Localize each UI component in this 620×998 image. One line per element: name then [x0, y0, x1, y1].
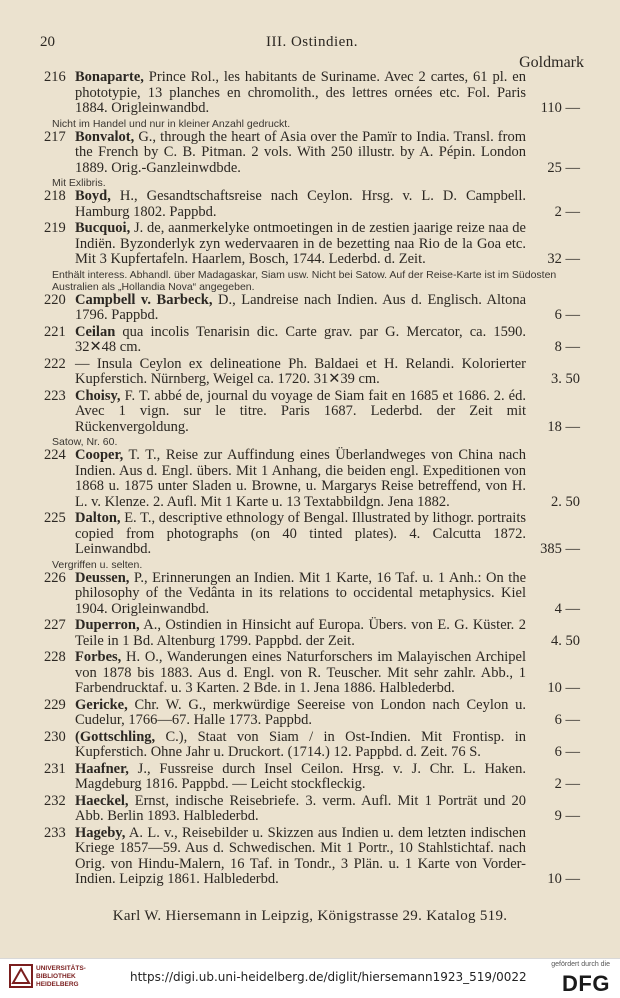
entry-text — [75, 70, 526, 117]
entry-price: 2 — — [554, 776, 580, 792]
entry-description: A. L. v., Reisebilder u. Skizzen aus Indien u. dem letzten indischen Kriege 1857—59. Aus d. Schwedischen. Mit 1 Portr., 10 Stahlstichtaf. nach Orig. von Hindu-Malern, 16 Taf. in Tondr., 3 Plän. u. 1 Karte von Vorder-Indien. Leipzig 1861. Halblederbd. — [75, 824, 526, 887]
entry-price: 4. 50 — [551, 632, 580, 649]
entry-text — [75, 357, 526, 388]
catalog-entry — [38, 189, 586, 220]
catalog-entry — [38, 70, 586, 117]
entry-text — [75, 189, 526, 220]
entry-number: 227 — [44, 617, 66, 633]
entry-number: 231 — [44, 760, 66, 777]
entry-text — [75, 389, 526, 436]
catalog-entry — [38, 325, 586, 356]
entry-description: Ernst, indische Reisebriefe. 3. verm. Aufl. Mit 1 Porträt und 20 Abb. Berlin 1893. Halblederbd. — [75, 792, 526, 824]
entry-note: Enthält interess. Abhandl. über Madagaskar, Siam usw. Nicht bei Satow. Auf der Reise-Karte ist im Südosten Australien als „Hollandia Nova“ angegeben. — [52, 268, 557, 293]
catalog-entry — [38, 730, 586, 761]
entry-text — [75, 650, 526, 697]
page-url[interactable]: https://digi.ub.uni-heidelberg.de/diglit/hiersemann1923_519/0022 — [130, 970, 527, 984]
entry-price: 2 — — [554, 203, 580, 220]
entry-price: 2. 50 — [551, 493, 580, 510]
entry-description: T. T., Reise zur Auffindung eines Überlandweges von China nach Indien. Aus d. Engl. übers. Mit 1 Anhang, die beiden engl. Expeditionen von 1868 u. 1875 unter Sladen u. Browne, u. Margarys Reise betreffend, von H. L. v. Klenze. 2. Aufl. Mit 1 Karte u. 13 Textabbildgn. Jena 1882. — [75, 447, 526, 510]
dfg-caption: gefördert durch die — [551, 961, 610, 968]
entry-description: A., Ostindien in Hinsicht auf Europa. Übers. von E. G. Küster. 2 Teile in 1 Bd. Altenburg 1799. Pappbd. der Zeit. — [75, 617, 526, 649]
entry-number: 228 — [44, 649, 66, 665]
entry-price: 385 — — [540, 541, 580, 557]
entry-price: 10 — — [547, 871, 580, 887]
entry-price: 32 — — [547, 251, 580, 267]
entry-note: Vergriffen u. selten. — [52, 558, 143, 571]
entry-author: Haeckel, — [75, 792, 129, 809]
library-name-line: UNIVERSITÄTS- BIBLIOTHEK HEIDELBERG — [36, 965, 86, 988]
entry-price: 9 — — [554, 808, 580, 824]
entry-text — [75, 221, 526, 268]
entry-description: Prince Rol., les habitants de Suriname. Avec 2 cartes, 61 pl. en phototypie, 13 planches en chromolith., des lettres ornées etc. Fol. Paris 1884. Origleinwandbd. — [75, 69, 526, 116]
catalog-entry — [38, 448, 586, 510]
catalog-entry — [38, 221, 586, 268]
entry-author: Cooper, — [75, 447, 124, 463]
entry-description: H., Gesandtschaftsreise nach Ceylon. Hrsg. v. L. D. Campbell. Hamburg 1802. Pappbd. — [75, 188, 526, 220]
entry-description: J. de, aanmerkelyke ontmoetingen in de zestien jaarige reize naa de Indiën. Byzonderlyk zyn wedervaaren in de bezetting naa Rio de la Goa etc. Mit 3 Kupfertafeln. Haarlem, Bosch, 1744. Lederbd. d. Zeit. — [75, 220, 526, 267]
currency-label: Goldmark — [519, 54, 584, 71]
entry-text — [75, 448, 526, 510]
entry-description: E. T., descriptive ethnology of Bengal. Illustrated by lithogr. portraits copied from photographs (on 40 tinted plates). 4. Calcutta 1872. Leinwandbd. — [75, 510, 526, 557]
entry-number: 220 — [44, 291, 66, 308]
entry-description: G., through the heart of Asia over the Pamïr to India. Transl. from the French by C. B. Pitman. 2 vols. With 250 illustr. by A. Pépin. London 1889. Orig.-Ganzleinwdbde. — [75, 128, 526, 176]
entry-author: Dalton, — [75, 510, 121, 526]
entry-price: 10 — — [547, 680, 580, 696]
entry-description: — Insula Ceylon ex delineatione Ph. Baldaei et H. Relandi. Kolorierter Kupferstich. Nürnberg, Weigel ca. 1720. 31✕39 cm. — [75, 355, 526, 387]
entry-note: Satow, Nr. 60. — [52, 436, 118, 448]
entry-author: Bucquoi, — [75, 220, 131, 236]
entry-price: 25 — — [547, 159, 580, 176]
entry-price: 3. 50 — [551, 371, 580, 387]
entry-text — [75, 826, 526, 888]
entry-number: 219 — [44, 220, 66, 236]
entry-description: P., Erinnerungen an Indien. Mit 1 Karte, 16 Taf. u. 1 Anh.: On the philosophy of the Vedânta in its relations to occidental metaphysics. Kiel 1904. Origleinwandbd. — [75, 569, 526, 617]
entry-text — [75, 698, 526, 729]
entry-number: 232 — [44, 792, 66, 809]
catalog-entry — [38, 762, 586, 793]
catalog-entries — [38, 70, 586, 889]
entry-text — [75, 762, 526, 793]
entry-number: 216 — [44, 69, 66, 85]
viewer-bar — [0, 958, 620, 998]
entry-number: 222 — [44, 355, 66, 372]
entry-author: Duperron, — [75, 617, 140, 633]
catalog-entry — [38, 511, 586, 558]
entry-text — [75, 618, 526, 649]
entry-author: Bonvalot, — [75, 128, 135, 145]
catalog-entry — [38, 698, 586, 729]
catalog-entry — [38, 618, 586, 649]
entry-description: C.), Staat von Siam / in Ost-Indien. Mit Frontisp. in Kupferstich. Ohne Jahr u. Druckort. (1714.) 12. Pappbd. d. Zeit. 76 S. — [75, 728, 526, 760]
entry-text — [75, 325, 526, 356]
library-logo-icon — [8, 963, 34, 989]
entry-price: 110 — — [540, 100, 580, 116]
entry-note: Nicht im Handel und nur in kleiner Anzahl gedruckt. — [52, 117, 291, 130]
catalog-entry — [38, 293, 586, 324]
section-title: III. Ostindien. — [265, 34, 359, 50]
entry-description: qua incolis Tenarisin dic. Carte grav. par G. Mercator, ca. 1590. 32✕48 cm. — [75, 323, 526, 355]
catalog-entry — [38, 357, 586, 388]
catalog-entry — [38, 130, 586, 177]
entry-author: Gericke, — [75, 696, 128, 713]
entry-text — [75, 293, 526, 324]
page-number: 20 — [40, 34, 55, 50]
entry-text — [75, 571, 526, 618]
catalog-entry — [38, 571, 586, 618]
entry-number: 224 — [44, 447, 66, 463]
entry-description: J., Fussreise durch Insel Ceilon. Hrsg. v. J. Chr. L. Haken. Magdeburg 1816. Pappbd. — Leicht stockfleckig. — [75, 760, 526, 792]
entry-text — [75, 511, 526, 558]
catalog-entry — [38, 794, 586, 825]
entry-text — [75, 130, 526, 177]
catalog-entry — [38, 650, 586, 697]
entry-author: (Gottschling, — [75, 728, 156, 745]
entry-author: Choisy, — [75, 387, 121, 404]
entry-author: Hageby, — [75, 824, 126, 841]
entry-description: F. T. abbé de, journal du voyage de Siam fait en 1685 et 1686. 2. éd. Avec 1 vign. sur le titre. Paris 1687. Lederbd. der Zeit mit Rückenvergoldung. — [75, 387, 526, 435]
entry-number: 230 — [44, 728, 66, 745]
entry-number: 223 — [44, 387, 66, 404]
entry-number: 233 — [44, 824, 66, 841]
entry-number: 218 — [44, 188, 66, 204]
entry-author: Forbes, — [75, 649, 122, 665]
entry-number: 226 — [44, 569, 66, 586]
entry-number: 221 — [44, 323, 66, 340]
entry-price: 8 — — [554, 339, 580, 355]
entry-description: Chr. W. G., merkwürdige Seereise von London nach Ceylon u. Cudelur, 1766—67. Halle 1773. Pappbd. — [75, 696, 526, 728]
catalog-entry — [38, 389, 586, 436]
entry-author: Ceilan — [75, 323, 116, 340]
entry-author: Campbell v. Barbeck, — [75, 291, 213, 308]
entry-author: Deussen, — [75, 569, 130, 586]
entry-description: H. O., Wanderungen eines Naturforschers im Malayischen Archipel von 1878 bis 1883. Aus d. Engl. von R. Teuscher. Mit sehr zahlr. Abb., 1 Farbendrucktaf. u. 3 Karten. 2 Bde. in 1. Jena 1886. Halblederbd. — [75, 649, 526, 696]
running-header — [40, 34, 584, 54]
entry-price: 4 — — [554, 600, 580, 617]
entry-number: 225 — [44, 510, 66, 526]
dfg-logo: DFG — [562, 971, 610, 996]
library-name — [36, 965, 86, 989]
catalog-entry — [38, 826, 586, 888]
entry-author: Bonaparte, — [75, 69, 144, 85]
entry-price: 6 — — [554, 307, 580, 323]
publisher-footer: Karl W. Hiersemann in Leipzig, Königstrasse 29. Katalog 519. — [112, 908, 508, 924]
entry-note: Mit Exlibris. — [52, 177, 106, 189]
entry-author: Haafner, — [75, 760, 129, 777]
entry-price: 6 — — [554, 712, 580, 728]
entry-number: 217 — [44, 128, 66, 145]
entry-number: 229 — [44, 696, 66, 713]
entry-description: D., Landreise nach Indien. Aus d. Englisch. Altona 1796. Pappbd. — [75, 291, 527, 323]
entry-price: 6 — — [554, 744, 580, 760]
entry-text — [75, 730, 526, 761]
entry-text — [75, 794, 526, 825]
entry-price: 18 — — [547, 418, 580, 435]
entry-author: Boyd, — [75, 188, 111, 204]
